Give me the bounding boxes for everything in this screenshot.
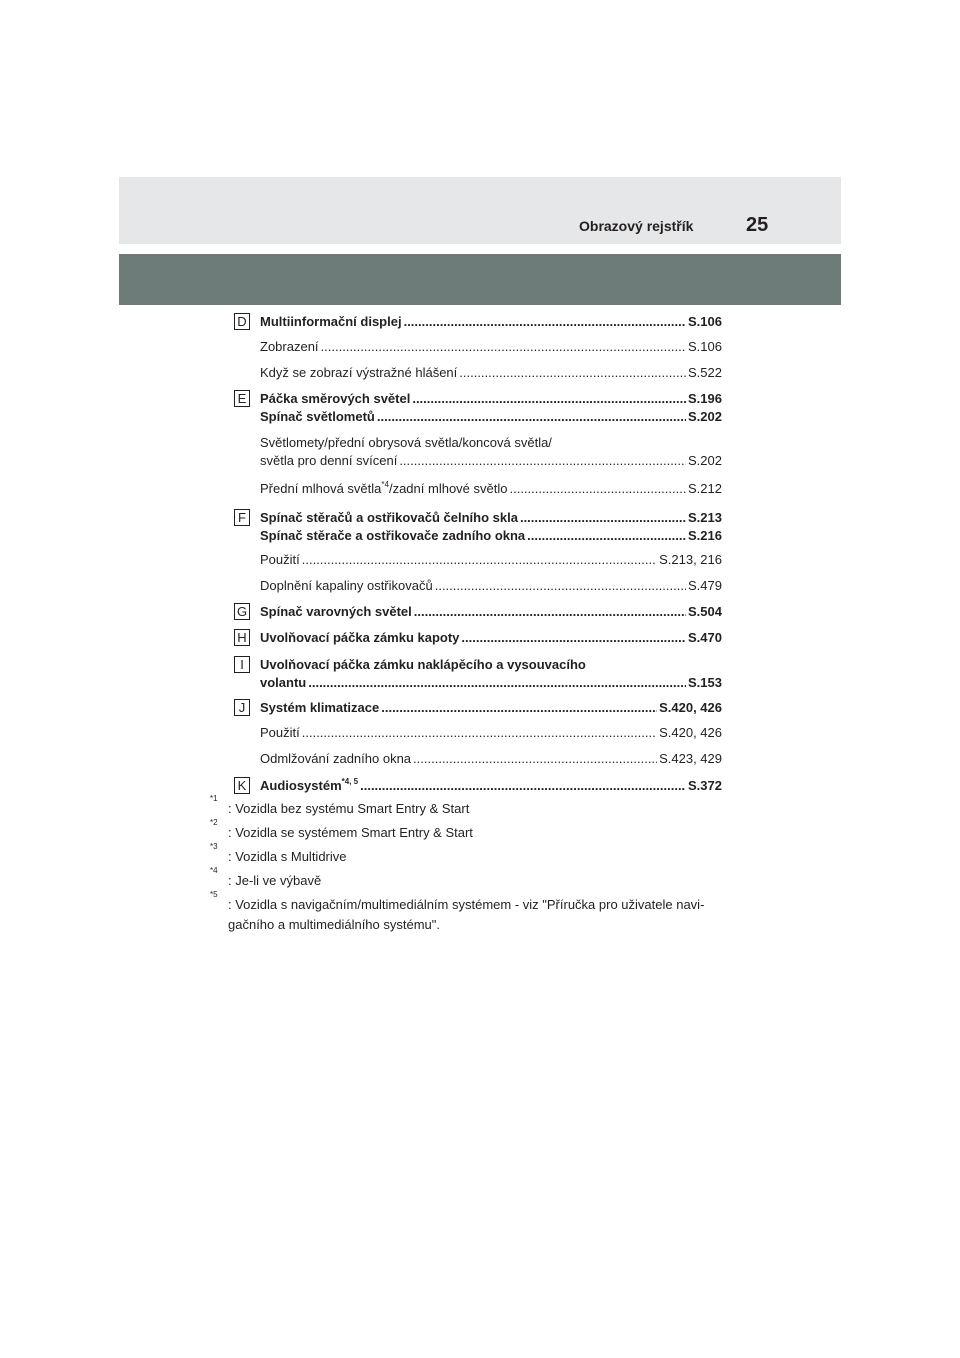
leader-dots (381, 699, 657, 717)
index-entry: Spínač varovných světel ..... S.504 (260, 603, 722, 621)
page-ref: S.522 (688, 365, 722, 380)
index-entry: Použití ..... S.213, 216 (260, 551, 722, 569)
leader-dots (509, 480, 686, 498)
index-entry: Když se zobrazí výstražné hlášení ..... S.522 (260, 364, 722, 382)
leader-dots (413, 750, 657, 768)
leader-dots (414, 603, 686, 621)
section-badge-h: H (234, 629, 250, 646)
index-entry: Multiinformační displej ..... S.106 (260, 313, 722, 331)
index-entry: Uvolňovací páčka zámku kapoty ..... S.470 (260, 629, 722, 647)
page-ref: S.470 (688, 630, 722, 645)
index-entry: Doplnění kapaliny ostřikovačů ..... S.479 (260, 577, 722, 595)
leader-dots (412, 390, 686, 408)
leader-dots (302, 551, 657, 569)
section-badge-i: I (234, 656, 250, 673)
leader-dots (520, 509, 686, 527)
page-ref: S.216 (688, 528, 722, 543)
section-badge-g: G (234, 603, 250, 620)
leader-dots (377, 408, 686, 426)
section-badge-f: F (234, 509, 250, 526)
index-entry: světla pro denní svícení ..... S.202 (260, 452, 722, 470)
footnote: *1 : Vozidla bez systému Smart Entry & Start (210, 794, 470, 816)
index-entry: Použití ..... S.420, 426 (260, 724, 722, 742)
index-entry-first-line: Světlomety/přední obrysová světla/koncová světla/ (260, 435, 552, 450)
page-ref: S.372 (688, 778, 722, 793)
leader-dots (360, 777, 686, 795)
page-ref: S.504 (688, 604, 722, 619)
footnote: *3 : Vozidla s Multidrive (210, 842, 347, 864)
page-ref: S.213 (688, 510, 722, 525)
footnote-ref: *4, 5 (341, 777, 359, 786)
leader-dots (404, 313, 686, 331)
footnote: *4 : Je-li ve výbavě (210, 866, 322, 888)
page-ref: S.479 (688, 578, 722, 593)
leader-dots (321, 338, 686, 356)
section-badge-j: J (234, 699, 250, 716)
page-ref: S.423, 429 (659, 751, 722, 766)
section-badge-e: E (234, 390, 250, 407)
section-badge-d: D (234, 313, 250, 330)
page-ref: S.153 (688, 675, 722, 690)
index-entry-first-line: Uvolňovací páčka zámku naklápěcího a vysouvacího (260, 657, 586, 672)
index-entry: Spínač stěrače a ostřikovače zadního okna ..... S.216 (260, 527, 722, 545)
leader-dots (302, 724, 657, 742)
page-number: 25 (746, 214, 769, 236)
index-entry: Zobrazení ..... S.106 (260, 338, 722, 356)
footnote: *5 : Vozidla s navigačním/multimediálním systémem - viz "Příručka pro uživatele navi-gačního a multimediálního systému". (210, 890, 705, 932)
index-entry: Audiosystém$^{*4, 5}$ ..... S.372 (260, 777, 722, 795)
section-badge-k: K (234, 777, 250, 794)
leader-dots (461, 629, 686, 647)
page-ref: S.202 (688, 453, 722, 468)
page-ref: S.106 (688, 339, 722, 354)
index-entry: Systém klimatizace ..... S.420, 426 (260, 699, 722, 717)
page-ref: S.213, 216 (659, 552, 722, 567)
index-entry: Přední mlhová světla$^{*4}$/zadní mlhové světlo ..... S.212 (260, 480, 722, 498)
leader-dots (459, 364, 686, 382)
section-title: Obrazový rejstřík (579, 218, 694, 234)
page-ref: S.420, 426 (659, 700, 722, 715)
leader-dots (435, 577, 686, 595)
index-entry: Spínač stěračů a ostřikovačů čelního skla ..... S.213 (260, 509, 722, 527)
page-ref: S.212 (688, 481, 722, 496)
footnote: *2 : Vozidla se systémem Smart Entry & Start (210, 818, 473, 840)
index-entry: volantu ..... S.153 (260, 674, 722, 692)
page-ref: S.420, 426 (659, 725, 722, 740)
footnote-ref: *4 (381, 480, 389, 489)
leader-dots (308, 674, 686, 692)
index-entry: Páčka směrových světel ..... S.196 (260, 390, 722, 408)
page-ref: S.106 (688, 314, 722, 329)
page-ref: S.196 (688, 391, 722, 406)
index-entry: Spínač světlometů ..... S.202 (260, 408, 722, 426)
leader-dots (399, 452, 686, 470)
leader-dots (527, 527, 686, 545)
page-ref: S.202 (688, 409, 722, 424)
index-entry: Odmlžování zadního okna ..... S.423, 429 (260, 750, 722, 768)
